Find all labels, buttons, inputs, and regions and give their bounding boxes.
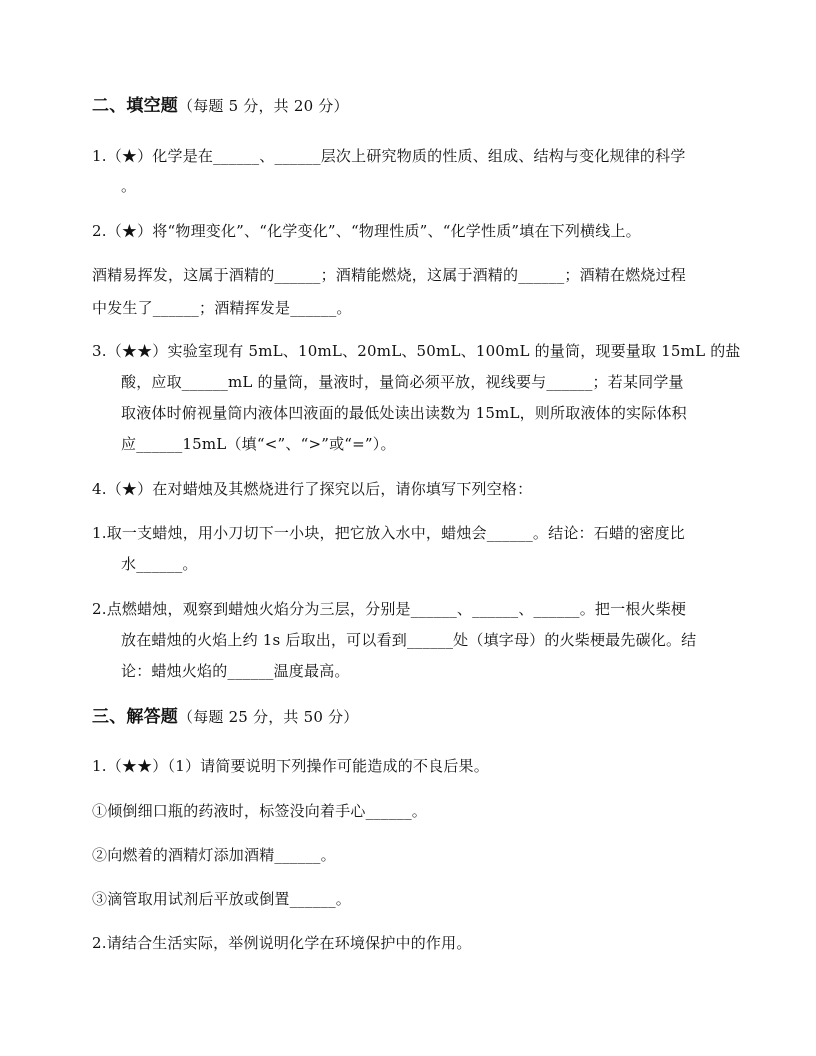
question-4-line-1: 4.（★）在对蜡烛及其燃烧进行了探究以后，请你填写下列空格：: [92, 480, 533, 498]
section-title: 三、解答题: [92, 707, 178, 727]
section-score-note: （每题 25 分，共 50 分）: [178, 708, 359, 726]
question-3-line-2: 酸，应取______mL 的量筒，量液时，量筒必须平放，视线要与______；若某同学量: [121, 373, 684, 391]
section-heading-fill-in: [92, 96, 349, 116]
question-4-sub-2-line-2: 放在蜡烛的火焰上约 1s 后取出，可以看到______处（填字母）的火柴梗最先碳化。结: [121, 631, 697, 649]
question-4-sub-2-line-1: 2.点燃蜡烛，观察到蜡烛火焰分为三层，分别是______、______、______。把一根火柴梗: [92, 600, 687, 618]
question-5-item-3: ③滴管取用试剂后平放或倒置______。: [92, 890, 352, 908]
question-5-item-2: ②向燃着的酒精灯添加酒精______。: [92, 846, 336, 864]
question-4-sub-1-line-1: 1.取一支蜡烛，用小刀切下一小块，把它放入水中，蜡烛会______。结论：石蜡的密度比: [92, 524, 685, 542]
question-5-line-2: 2.请结合生活实际，举例说明化学在环境保护中的作用。: [92, 934, 472, 952]
question-5-item-1: ①倾倒细口瓶的药液时，标签没向着手心______。: [92, 802, 428, 820]
question-1-line-1: 1.（★）化学是在______、______层次上研究物质的性质、组成、结构与变化规律的科学: [92, 147, 686, 165]
section-heading-answer: [92, 707, 358, 727]
section-score-note: （每题 5 分，共 20 分）: [178, 97, 349, 115]
question-2-line-2: 酒精易挥发，这属于酒精的______；酒精能燃烧，这属于酒精的______；酒精在燃烧过程: [92, 266, 687, 284]
question-3-line-3: 取液体时俯视量筒内液体凹液面的最低处读出读数为 15mL，则所取液体的实际体积: [121, 404, 687, 422]
question-5-line-1: 1.（★★）（1）请简要说明下列操作可能造成的不良后果。: [92, 757, 489, 775]
question-4-sub-1-line-2: 水______。: [121, 555, 198, 573]
section-title: 二、填空题: [92, 96, 178, 116]
question-2-line-1: 2.（★）将“物理变化”、“化学变化”、“物理性质”、“化学性质”填在下列横线上。: [92, 222, 641, 240]
question-3-line-1: 3.（★★）实验室现有 5mL、10mL、20mL、50mL、100mL 的量筒，现要量取 15mL 的盐: [92, 342, 741, 360]
question-3-line-4: 应______15mL（填“<”、“>”或“=”）。: [121, 435, 396, 453]
question-2-line-3: 中发生了______；酒精挥发是______。: [92, 299, 352, 317]
question-4-sub-2-line-3: 论：蜡烛火焰的______温度最高。: [121, 662, 350, 680]
question-1-line-2: 。: [121, 177, 137, 195]
